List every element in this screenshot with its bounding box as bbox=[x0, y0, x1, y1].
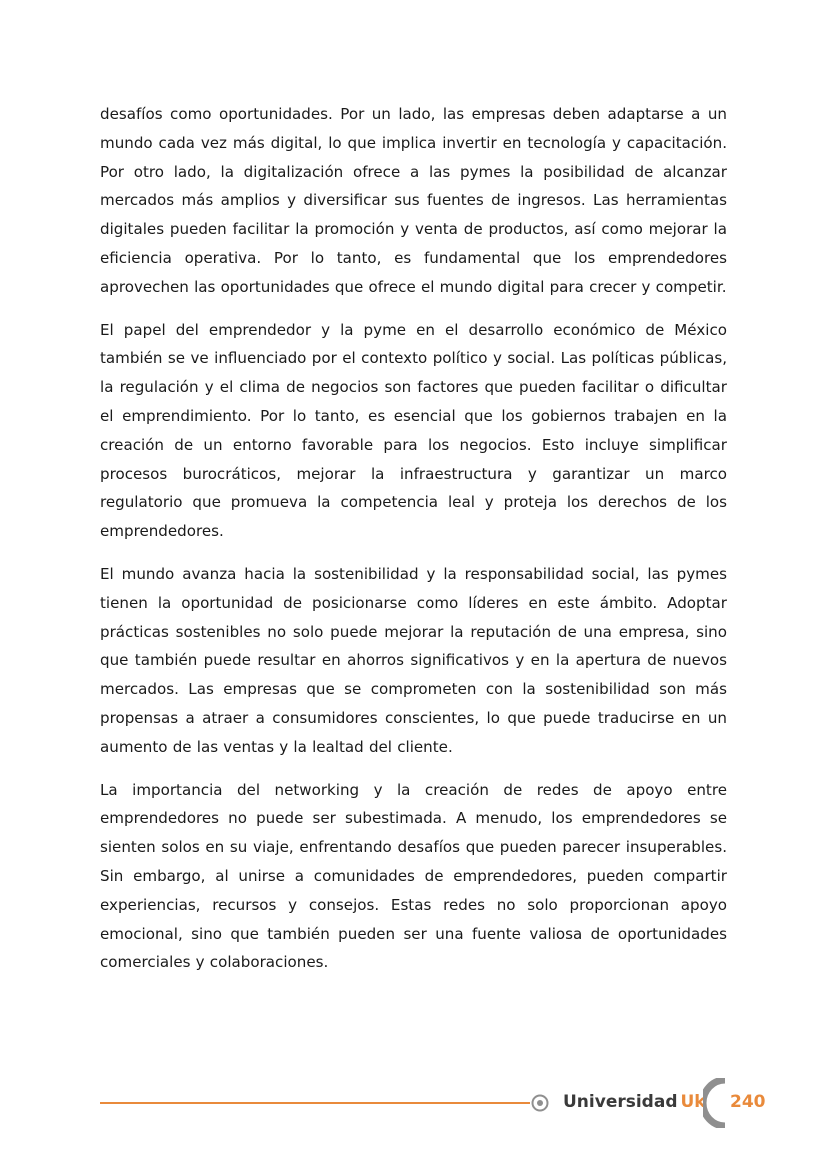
page-footer bbox=[0, 1070, 828, 1140]
brand-name: Universidad bbox=[563, 1092, 678, 1112]
brand-accent: Uk bbox=[680, 1092, 706, 1112]
paragraph-2: El papel del emprendedor y la pyme en el desarrollo económico de México también se ve influenciado por el contexto político y social. Las políticas públicas, la regulación y el clima de negocios son factores que pueden facilitar o dificultar el emprendimiento. Por lo tanto, es esencial que los gobiernos trabajen en la creación de un entorno favorable para los negocios. Esto incluye simplificar procesos burocráticos, mejorar la infraestructura y garantizar un marco regulatorio que promueva la competencia leal y proteja los derechos de los emprendedores. bbox=[100, 320, 727, 541]
circle-target-icon bbox=[531, 1094, 549, 1112]
arc-bracket-icon bbox=[703, 1078, 729, 1128]
paragraph-3: El mundo avanza hacia la sostenibilidad y la responsabilidad social, las pymes tienen la oportunidad de posicionarse como líderes en este ámbito. Adoptar prácticas sostenibles no solo puede mejorar la reputación de una empresa, sino que también puede resultar en ahorros significativos y en la apertura de nuevos mercados. Las empresas que se comprometen con la sostenibilidad son más propensas a atraer a consumidores conscientes, lo que puede traducirse en un aumento de las ventas y la lealtad del cliente. bbox=[100, 564, 727, 756]
page-body bbox=[100, 100, 727, 991]
page-number: 240 bbox=[730, 1092, 766, 1112]
university-brand bbox=[563, 1090, 706, 1114]
footer-divider-line bbox=[100, 1102, 530, 1104]
paragraph-1: desafíos como oportunidades. Por un lado, las empresas deben adaptarse a un mundo cada vez más digital, lo que implica invertir en tecnología y capacitación. Por otro lado, la digitalización ofrece a las pymes la posibilidad de alcanzar mercados más amplios y diversificar sus fuentes de ingresos. Las herramientas digitales pueden facilitar la promoción y venta de productos, así como mejorar la eficiencia operativa. Por lo tanto, es fundamental que los emprendedores aprovechen las oportunidades que ofrece el mundo digital para crecer y competir. bbox=[100, 105, 727, 296]
paragraph-4: La importancia del networking y la creación de redes de apoyo entre emprendedores no puede ser subestimada. A menudo, los emprendedores se sienten solos en su viaje, enfrentando desafíos que pueden parecer insuperables. Sin embargo, al unirse a comunidades de emprendedores, pueden compartir experiencias, recursos y consejos. Estas redes no solo proporcionan apoyo emocional, sino que también pueden ser una fuente valiosa de oportunidades comerciales y colaboraciones. bbox=[100, 780, 727, 972]
